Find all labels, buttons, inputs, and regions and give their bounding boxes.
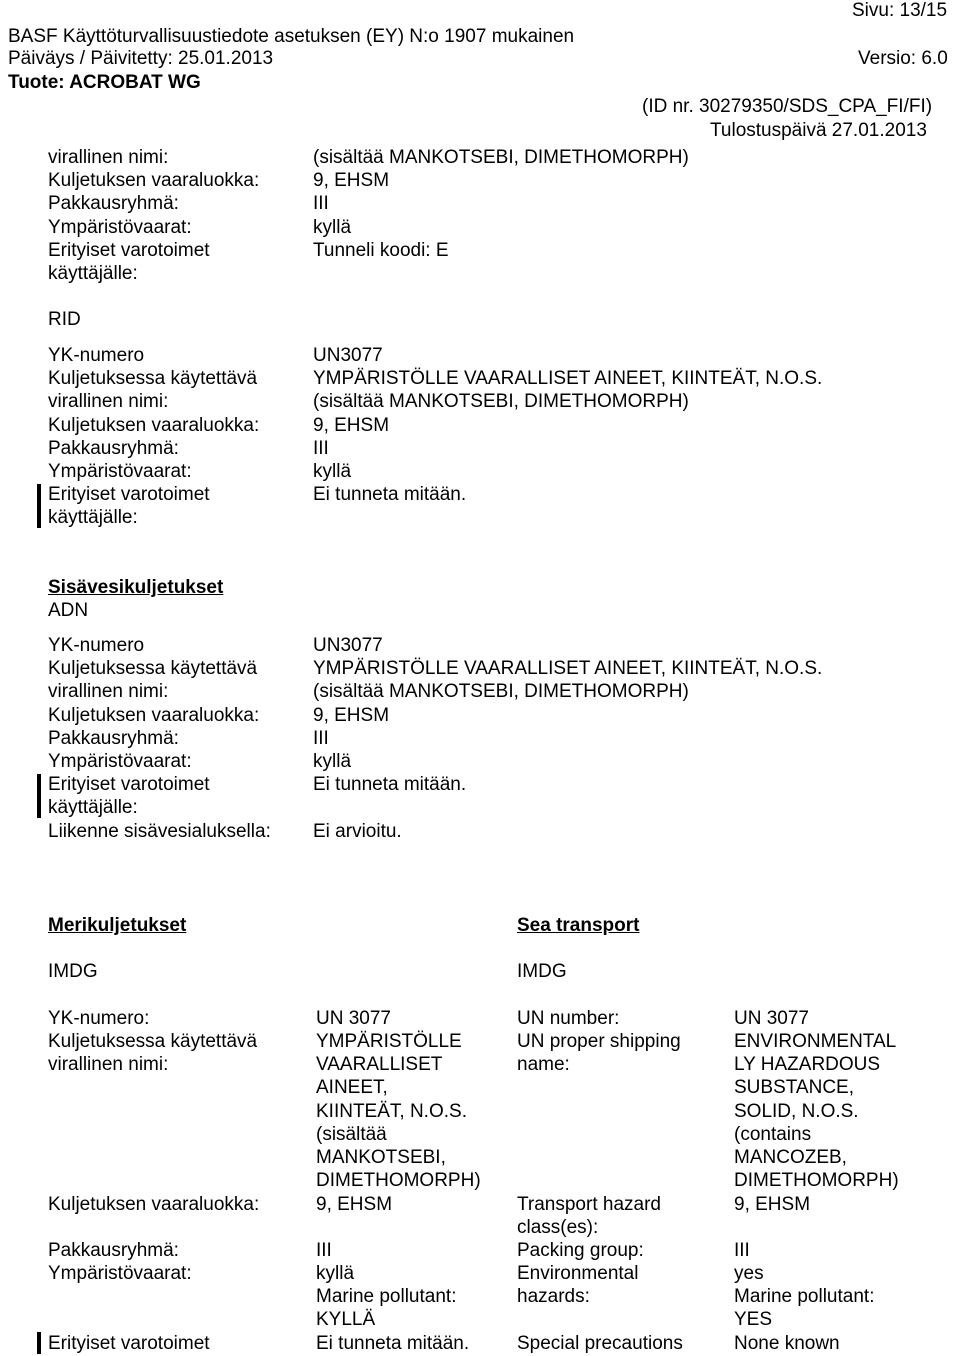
imdg-fi-value: III bbox=[316, 1240, 332, 1261]
value: kyllä bbox=[313, 216, 352, 238]
imdg-en-label: Transport hazard class(es): bbox=[517, 1194, 661, 1239]
label: YK-numero bbox=[48, 345, 145, 366]
revision-date: Päiväys / Päivitetty: 25.01.2013 bbox=[8, 48, 274, 69]
label: käyttäjälle: bbox=[48, 797, 138, 819]
imdg-fi-value: 9, EHSM bbox=[316, 1194, 393, 1215]
top-labels bbox=[48, 146, 259, 285]
rid-labels bbox=[48, 344, 259, 530]
adn-heading: ADN bbox=[48, 600, 89, 621]
revision-bar bbox=[37, 774, 41, 818]
label: Ympäristövaarat: bbox=[48, 751, 192, 773]
imdg-fi-value: UN 3077 bbox=[316, 1008, 391, 1029]
imdg-heading-en: IMDG bbox=[517, 961, 567, 982]
label: YK-numero bbox=[48, 635, 145, 656]
label: käyttäjälle: bbox=[48, 507, 138, 529]
value: UN3077 bbox=[313, 635, 383, 656]
page-number: Sivu: 13/15 bbox=[852, 0, 948, 21]
rid-values bbox=[313, 344, 822, 506]
label: Erityiset varotoimet bbox=[48, 239, 210, 261]
value: YMPÄRISTÖLLE VAARALLISET AINEET, KIINTEÄT, N.O.S. bbox=[313, 658, 823, 680]
top-values bbox=[313, 146, 689, 262]
sea-title-fi: Merikuljetukset bbox=[48, 915, 187, 936]
label: Ympäristövaarat: bbox=[48, 216, 192, 238]
imdg-fi-value: YMPÄRISTÖLLE VAARALLISET AINEET, KIINTEÄT, N.O.S. (sisältää MANKOTSEBI, DIMETHOMORPH) bbox=[316, 1031, 481, 1192]
label: Pakkausryhmä: bbox=[48, 437, 179, 459]
revision-bar bbox=[37, 1332, 41, 1354]
revision-bar bbox=[37, 484, 41, 528]
label: virallinen nimi: bbox=[48, 681, 169, 703]
imdg-fi-label: Erityiset varotoimet bbox=[48, 1333, 210, 1354]
document-title: BASF Käyttöturvallisuustiedote asetuksen (EY) N:o 1907 mukainen bbox=[8, 26, 575, 47]
label: Erityiset varotoimet bbox=[48, 484, 210, 506]
imdg-en-value: III bbox=[734, 1240, 750, 1261]
label: Kuljetuksen vaaraluokka: bbox=[48, 414, 260, 436]
value: Ei arvioitu. bbox=[313, 820, 402, 842]
label: Kuljetuksen vaaraluokka: bbox=[48, 170, 260, 192]
value: 9, EHSM bbox=[313, 414, 390, 436]
print-date: Tulostuspäivä 27.01.2013 bbox=[710, 120, 927, 141]
label: Pakkausryhmä: bbox=[48, 727, 179, 749]
imdg-en-value: ENVIRONMENTAL LY HAZARDOUS SUBSTANCE, SOLID, N.O.S. (contains MANCOZEB, DIMETHOMORPH) bbox=[734, 1031, 899, 1192]
label: Pakkausryhmä: bbox=[48, 193, 179, 215]
value: (sisältää MANKOTSEBI, DIMETHOMORPH) bbox=[313, 681, 689, 703]
imdg-en-value: None known bbox=[734, 1333, 840, 1354]
imdg-heading-fi: IMDG bbox=[48, 961, 98, 982]
value: III bbox=[313, 437, 329, 459]
imdg-en-label: UN number: bbox=[517, 1008, 620, 1029]
value: III bbox=[313, 193, 329, 215]
value: 9, EHSM bbox=[313, 170, 390, 192]
adn-values bbox=[313, 634, 822, 843]
label: Erityiset varotoimet bbox=[48, 774, 210, 796]
label: virallinen nimi: bbox=[48, 147, 169, 168]
imdg-fi-label: Kuljetuksessa käytettävä virallinen nimi: bbox=[48, 1031, 258, 1076]
value: kyllä bbox=[313, 751, 352, 773]
value: 9, EHSM bbox=[313, 704, 390, 726]
document-id: (ID nr. 30279350/SDS_CPA_FI/FI) bbox=[642, 96, 933, 117]
value: Tunneli koodi: E bbox=[313, 239, 449, 261]
imdg-fi-value: Ei tunneta mitään. bbox=[316, 1333, 470, 1354]
label: Liikenne sisävesialuksella: bbox=[48, 820, 271, 842]
label: Kuljetuksessa käytettävä bbox=[48, 658, 258, 680]
imdg-en-label: Special precautions bbox=[517, 1333, 683, 1354]
imdg-fi-value: kyllä Marine pollutant: KYLLÄ bbox=[316, 1263, 457, 1331]
value: (sisältää MANKOTSEBI, DIMETHOMORPH) bbox=[313, 391, 689, 413]
value: Ei tunneta mitään. bbox=[313, 774, 467, 796]
imdg-fi-label: YK-numero: bbox=[48, 1008, 150, 1029]
imdg-fi-label: Ympäristövaarat: bbox=[48, 1263, 192, 1284]
imdg-en-value: yes Marine pollutant: YES bbox=[734, 1263, 875, 1331]
value: Ei tunneta mitään. bbox=[313, 484, 467, 506]
label: käyttäjälle: bbox=[48, 263, 138, 285]
adn-labels bbox=[48, 634, 271, 843]
label: Ympäristövaarat: bbox=[48, 461, 192, 483]
value: (sisältää MANKOTSEBI, DIMETHOMORPH) bbox=[313, 147, 689, 168]
version: Versio: 6.0 bbox=[858, 48, 948, 69]
imdg-fi-label: Pakkausryhmä: bbox=[48, 1240, 179, 1261]
imdg-en-label: Environmental hazards: bbox=[517, 1263, 639, 1308]
imdg-en-value: 9, EHSM bbox=[734, 1194, 811, 1215]
sea-title-en: Sea transport bbox=[517, 915, 640, 936]
imdg-en-label: UN proper shipping name: bbox=[517, 1031, 681, 1076]
value: YMPÄRISTÖLLE VAARALLISET AINEET, KIINTEÄT, N.O.S. bbox=[313, 368, 823, 390]
product-name: Tuote: ACROBAT WG bbox=[8, 72, 201, 93]
rid-heading: RID bbox=[48, 309, 81, 330]
imdg-en-value: UN 3077 bbox=[734, 1008, 809, 1029]
value: kyllä bbox=[313, 461, 352, 483]
label: Kuljetuksessa käytettävä bbox=[48, 368, 258, 390]
value bbox=[313, 796, 822, 819]
inland-section-title: Sisävesikuljetukset bbox=[48, 577, 224, 598]
imdg-fi-label: Kuljetuksen vaaraluokka: bbox=[48, 1194, 260, 1215]
value: III bbox=[313, 727, 329, 749]
imdg-en-label: Packing group: bbox=[517, 1240, 644, 1261]
label: Kuljetuksen vaaraluokka: bbox=[48, 704, 260, 726]
value: UN3077 bbox=[313, 345, 383, 366]
label: virallinen nimi: bbox=[48, 391, 169, 413]
